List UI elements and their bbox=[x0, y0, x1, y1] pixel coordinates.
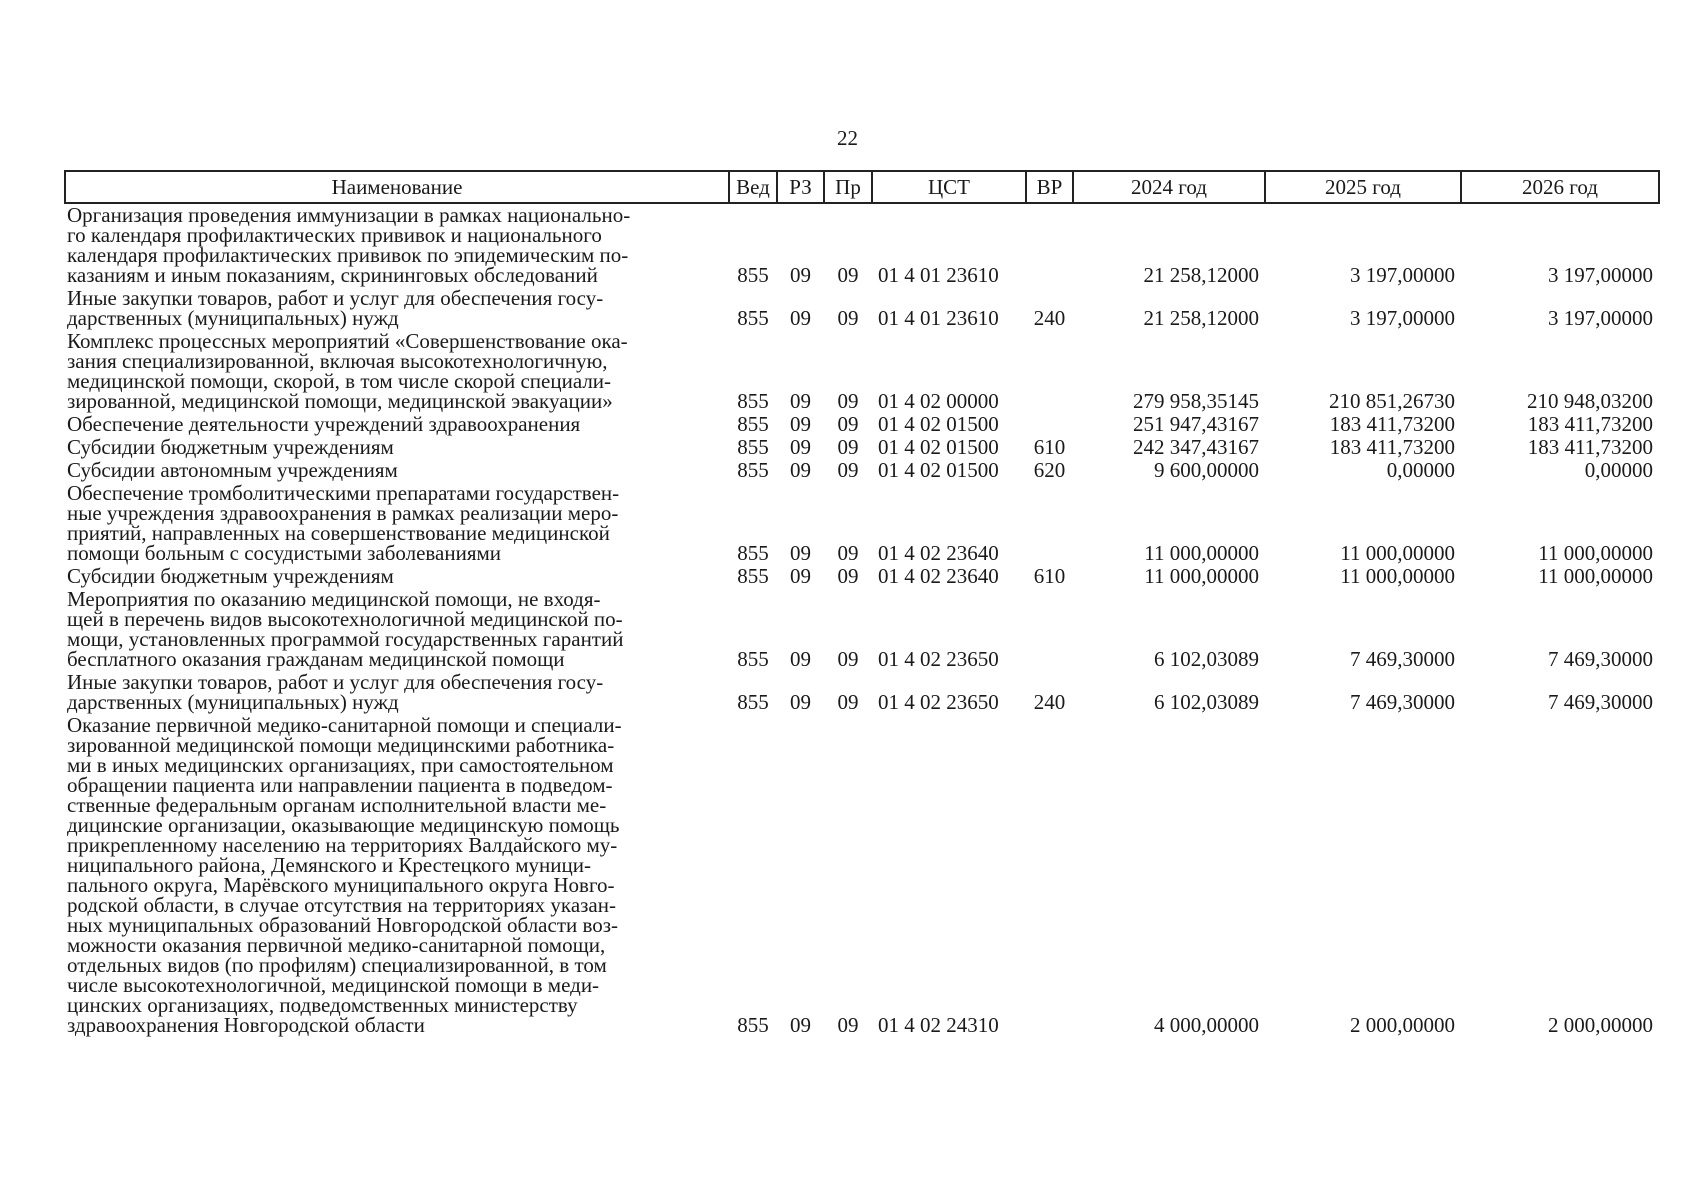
table-row bbox=[65, 330, 1659, 413]
cell-cst: 01 4 02 23650 bbox=[878, 690, 999, 714]
header-vr: ВР bbox=[1026, 171, 1073, 203]
table-row bbox=[65, 714, 1659, 1037]
cell-rz: 09 bbox=[790, 564, 811, 588]
cell-2025: 183 411,73200 bbox=[1329, 412, 1455, 436]
cell-ved: 855 bbox=[737, 690, 769, 714]
cell-ved: 855 bbox=[737, 435, 769, 459]
cell-2026: 3 197,00000 bbox=[1548, 306, 1653, 330]
cell-2024: 11 000,00000 bbox=[1144, 564, 1259, 588]
cell-vr: 240 bbox=[1033, 306, 1066, 330]
table-row bbox=[65, 565, 1659, 588]
cell-name: Субсидии бюджетным учреждениям bbox=[67, 435, 394, 459]
cell-2026: 3 197,00000 bbox=[1548, 263, 1653, 287]
cell-2025: 2 000,00000 bbox=[1350, 1013, 1455, 1037]
cell-2025: 7 469,30000 bbox=[1350, 647, 1455, 671]
cell-cst: 01 4 02 01500 bbox=[878, 435, 999, 459]
header-2026: 2026 год bbox=[1461, 171, 1659, 203]
cell-name: Иные закупки товаров, работ и услуг для обеспечения госу- дарственных (муниципальных) нужд bbox=[67, 286, 604, 330]
header-row bbox=[65, 171, 1659, 203]
cell-vr bbox=[1026, 482, 1073, 565]
cell-ved: 855 bbox=[737, 564, 769, 588]
page-number: 22 bbox=[837, 126, 858, 150]
cell-2026: 7 469,30000 bbox=[1548, 647, 1653, 671]
cell-rz: 09 bbox=[790, 1013, 811, 1037]
cell-pr: 09 bbox=[837, 306, 859, 330]
cell-name: Организация проведения иммунизации в рамках национально- го календаря профилактических прививок и национального календаря профилактических прививок по эпидемическим по- казаниям и иным показаниям, скрининговых обследований bbox=[67, 203, 631, 287]
cell-2026: 2 000,00000 bbox=[1548, 1013, 1653, 1037]
cell-2024: 11 000,00000 bbox=[1144, 541, 1259, 565]
cell-2026: 11 000,00000 bbox=[1538, 541, 1653, 565]
cell-2025: 11 000,00000 bbox=[1340, 564, 1455, 588]
cell-2024: 6 102,03089 bbox=[1154, 690, 1259, 714]
cell-rz: 09 bbox=[790, 263, 811, 287]
table-row bbox=[65, 413, 1659, 436]
cell-2026: 183 411,73200 bbox=[1527, 412, 1653, 436]
header-2024: 2024 год bbox=[1073, 171, 1265, 203]
cell-vr: 610 bbox=[1033, 435, 1066, 459]
cell-cst: 01 4 02 01500 bbox=[878, 412, 999, 436]
cell-cst: 01 4 02 23640 bbox=[878, 541, 999, 565]
cell-pr: 09 bbox=[837, 564, 859, 588]
cell-ved: 855 bbox=[737, 541, 769, 565]
cell-vr bbox=[1026, 330, 1073, 413]
cell-vr bbox=[1026, 714, 1073, 1037]
cell-2026: 210 948,03200 bbox=[1527, 389, 1653, 413]
cell-ved: 855 bbox=[737, 647, 769, 671]
header-cst: ЦСТ bbox=[872, 171, 1026, 203]
cell-2024: 21 258,12000 bbox=[1143, 306, 1259, 330]
table-header bbox=[65, 171, 1659, 203]
cell-2024: 251 947,43167 bbox=[1133, 412, 1259, 436]
cell-name: Обеспечение тромболитическими препаратами государствен- ные учреждения здравоохранения в рамках реализации меро- приятий, направленных на совершенствование медицинской помощи больным с сосудистыми заболеваниями bbox=[67, 481, 620, 565]
cell-rz: 09 bbox=[790, 541, 811, 565]
table-row bbox=[65, 459, 1659, 482]
cell-cst: 01 4 02 00000 bbox=[878, 389, 999, 413]
table-row bbox=[65, 203, 1659, 287]
cell-vr bbox=[1026, 588, 1073, 671]
cell-2025: 210 851,26730 bbox=[1329, 389, 1455, 413]
cell-name: Субсидии автономным учреждениям bbox=[67, 458, 398, 482]
cell-ved: 855 bbox=[737, 306, 769, 330]
cell-pr: 09 bbox=[837, 263, 859, 287]
cell-2024: 21 258,12000 bbox=[1143, 263, 1259, 287]
cell-rz: 09 bbox=[790, 306, 811, 330]
cell-2025: 0,00000 bbox=[1386, 458, 1455, 482]
cell-rz: 09 bbox=[790, 647, 811, 671]
cell-name: Иные закупки товаров, работ и услуг для обеспечения госу- дарственных (муниципальных) нужд bbox=[67, 670, 604, 714]
header-2025: 2025 год bbox=[1265, 171, 1461, 203]
header-rz: РЗ bbox=[777, 171, 824, 203]
cell-pr: 09 bbox=[837, 389, 859, 413]
cell-cst: 01 4 01 23610 bbox=[878, 263, 999, 287]
cell-2024: 9 600,00000 bbox=[1154, 458, 1259, 482]
cell-cst: 01 4 02 01500 bbox=[878, 458, 999, 482]
cell-ved: 855 bbox=[737, 389, 769, 413]
cell-ved: 855 bbox=[737, 1013, 769, 1037]
cell-rz: 09 bbox=[790, 690, 811, 714]
header-name: Наименование bbox=[65, 171, 729, 203]
table-row bbox=[65, 287, 1659, 330]
cell-2025: 183 411,73200 bbox=[1329, 435, 1455, 459]
cell-cst: 01 4 02 24310 bbox=[878, 1013, 999, 1037]
cell-name: Обеспечение деятельности учреждений здравоохранения bbox=[67, 412, 581, 436]
table-row bbox=[65, 482, 1659, 565]
cell-pr: 09 bbox=[837, 541, 859, 565]
cell-pr: 09 bbox=[837, 690, 859, 714]
cell-pr: 09 bbox=[837, 435, 859, 459]
header-ved: Вед bbox=[729, 171, 777, 203]
cell-2025: 3 197,00000 bbox=[1350, 263, 1455, 287]
cell-2024: 6 102,03089 bbox=[1154, 647, 1259, 671]
cell-cst: 01 4 02 23640 bbox=[878, 564, 999, 588]
cell-2026: 183 411,73200 bbox=[1527, 435, 1653, 459]
table-row bbox=[65, 588, 1659, 671]
cell-name: Мероприятия по оказанию медицинской помощи, не входя- щей в перечень видов высокотехнологичной медицинской по- мощи, установленных программой государственных гарантий бесплатного оказания гражданам медицинской помощи bbox=[67, 587, 624, 671]
cell-pr: 09 bbox=[837, 458, 859, 482]
cell-rz: 09 bbox=[790, 458, 811, 482]
cell-pr: 09 bbox=[837, 647, 859, 671]
cell-2025: 3 197,00000 bbox=[1350, 306, 1455, 330]
cell-name: Оказание первичной медико-санитарной помощи и специали- зированной медицинской помощи медицинскими работника- ми в иных медицинских организациях, при самостоятельном обращении пациента или направлении пациента в подведом- ственные федеральным органам исполнительной власти ме- дицинские организации, оказывающие медицинскую помощь прикрепленному населению на территориях Валдайского му- ниципального района, Демянского и Крестецкого муници- пального округа, Марёвского муниципального округа Новго- родской области, в случае отсутствия на территориях указан- ных муниципальных образований Новгородской области воз- можности оказания первичной медико-санитарной помощи, отдельных видов (по профилям) специализированной, в том числе высокотехнологичной, медицинской помощи в меди- цинских организациях, подведомственных министерству здравоохранения Новгородской области bbox=[67, 713, 622, 1037]
cell-vr bbox=[1026, 203, 1073, 287]
cell-2026: 7 469,30000 bbox=[1548, 690, 1653, 714]
cell-pr: 09 bbox=[837, 1013, 859, 1037]
cell-cst: 01 4 01 23610 bbox=[878, 306, 999, 330]
cell-2025: 11 000,00000 bbox=[1340, 541, 1455, 565]
cell-2024: 242 347,43167 bbox=[1133, 435, 1259, 459]
cell-pr: 09 bbox=[837, 412, 859, 436]
table-row bbox=[65, 671, 1659, 714]
cell-2024: 279 958,35145 bbox=[1133, 389, 1259, 413]
cell-rz: 09 bbox=[790, 389, 811, 413]
cell-cst: 01 4 02 23650 bbox=[878, 647, 999, 671]
table-body bbox=[65, 203, 1659, 1037]
budget-table bbox=[64, 170, 1660, 1037]
cell-rz: 09 bbox=[790, 435, 811, 459]
cell-vr: 620 bbox=[1033, 458, 1066, 482]
cell-2024: 4 000,00000 bbox=[1154, 1013, 1259, 1037]
cell-2026: 11 000,00000 bbox=[1538, 564, 1653, 588]
cell-vr: 240 bbox=[1033, 690, 1066, 714]
cell-vr: 610 bbox=[1033, 564, 1066, 588]
cell-2026: 0,00000 bbox=[1584, 458, 1653, 482]
cell-2025: 7 469,30000 bbox=[1350, 690, 1455, 714]
cell-vr bbox=[1026, 413, 1073, 436]
cell-ved: 855 bbox=[737, 263, 769, 287]
cell-name: Субсидии бюджетным учреждениям bbox=[67, 564, 394, 588]
header-pr: Пр bbox=[824, 171, 872, 203]
cell-name: Комплекс процессных мероприятий «Совершенствование ока- зания специализированной, включая высокотехнологичную, медицинской помощи, скорой, в том числе скорой специали- зированной, медицинской помощи, медицинской эвакуации» bbox=[67, 329, 628, 413]
table-row bbox=[65, 436, 1659, 459]
cell-ved: 855 bbox=[737, 458, 769, 482]
cell-ved: 855 bbox=[737, 412, 769, 436]
cell-rz: 09 bbox=[790, 412, 811, 436]
